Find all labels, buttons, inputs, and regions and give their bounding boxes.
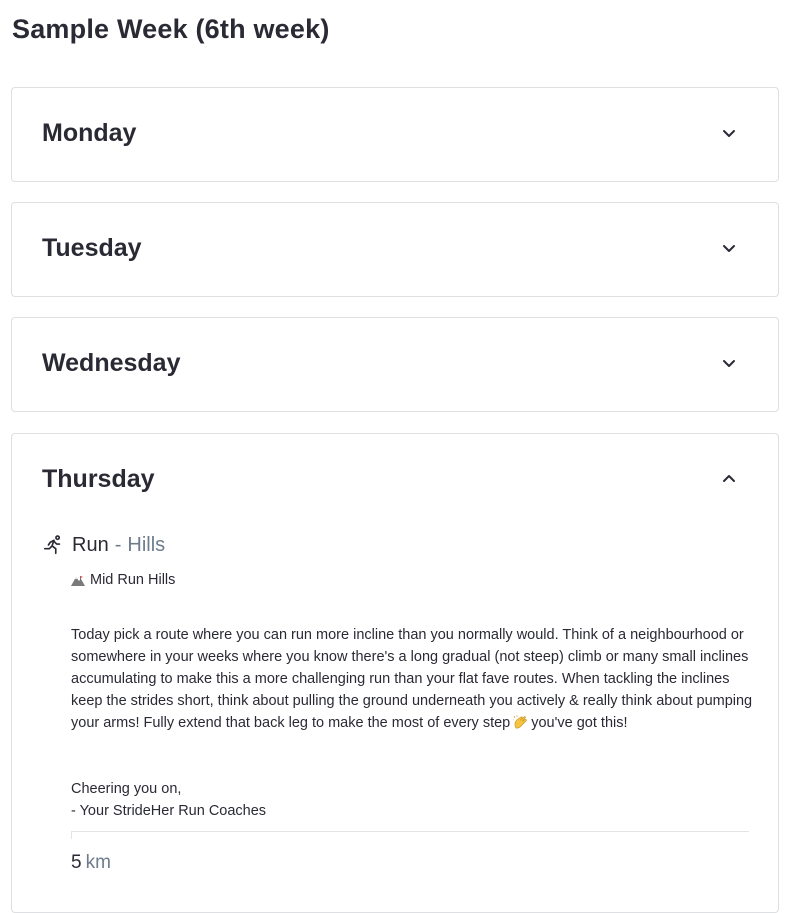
day-header-thursday[interactable]: [12, 434, 778, 527]
day-card-monday: [11, 87, 779, 182]
workout-description: [71, 624, 761, 734]
workout-title-text: Mid Run Hills: [90, 572, 176, 588]
signature-line-2: - Your StrideHer Run Coaches: [71, 803, 267, 819]
divider-tick: [71, 831, 72, 839]
mountain-icon: [71, 574, 85, 586]
day-header-wednesday[interactable]: [12, 318, 778, 411]
day-name: Wednesday: [42, 349, 181, 377]
description-text-end: you've got this!: [531, 715, 628, 731]
signature-line-1: Cheering you on,: [71, 781, 182, 797]
distance-unit: km: [85, 852, 111, 873]
day-header-monday[interactable]: [12, 88, 778, 181]
distance-value: 5: [71, 852, 82, 873]
coach-signature: [71, 778, 266, 822]
day-card-thursday: [11, 433, 779, 913]
chevron-down-icon[interactable]: [722, 128, 736, 138]
workout-type: Run: [72, 533, 109, 556]
workout-subtype: Hills: [127, 533, 166, 556]
workout-header: [42, 530, 165, 560]
divider: [71, 831, 749, 832]
workout-title: [71, 572, 175, 588]
chevron-down-icon[interactable]: [722, 358, 736, 368]
day-name: Thursday: [42, 465, 155, 493]
running-person-icon: [42, 534, 64, 556]
day-name: Tuesday: [42, 234, 142, 262]
workout-distance: [71, 852, 111, 874]
workout-separator: -: [114, 533, 122, 556]
day-name: Monday: [42, 119, 137, 147]
day-header-tuesday[interactable]: [12, 203, 778, 296]
day-card-tuesday: [11, 202, 779, 297]
chevron-up-icon[interactable]: [722, 474, 736, 484]
description-text: Today pick a route where you can run more incline than you normally would. Think of a neighbourhood or somewhere in your weeks where you know there's a long gradual (not steep) climb or many small inclines accumulating to make this a more challenging run than your flat fave routes. When tackling the inclines keep the strides short, think about pulling the ground underneath you actively & really think about pumping your arms! Fully extend that back leg to make the most of every step: [71, 627, 753, 731]
chevron-down-icon[interactable]: [722, 243, 736, 253]
clapping-hands-icon: [513, 715, 528, 729]
day-card-wednesday: [11, 317, 779, 412]
page-title: Sample Week (6th week): [12, 14, 330, 44]
